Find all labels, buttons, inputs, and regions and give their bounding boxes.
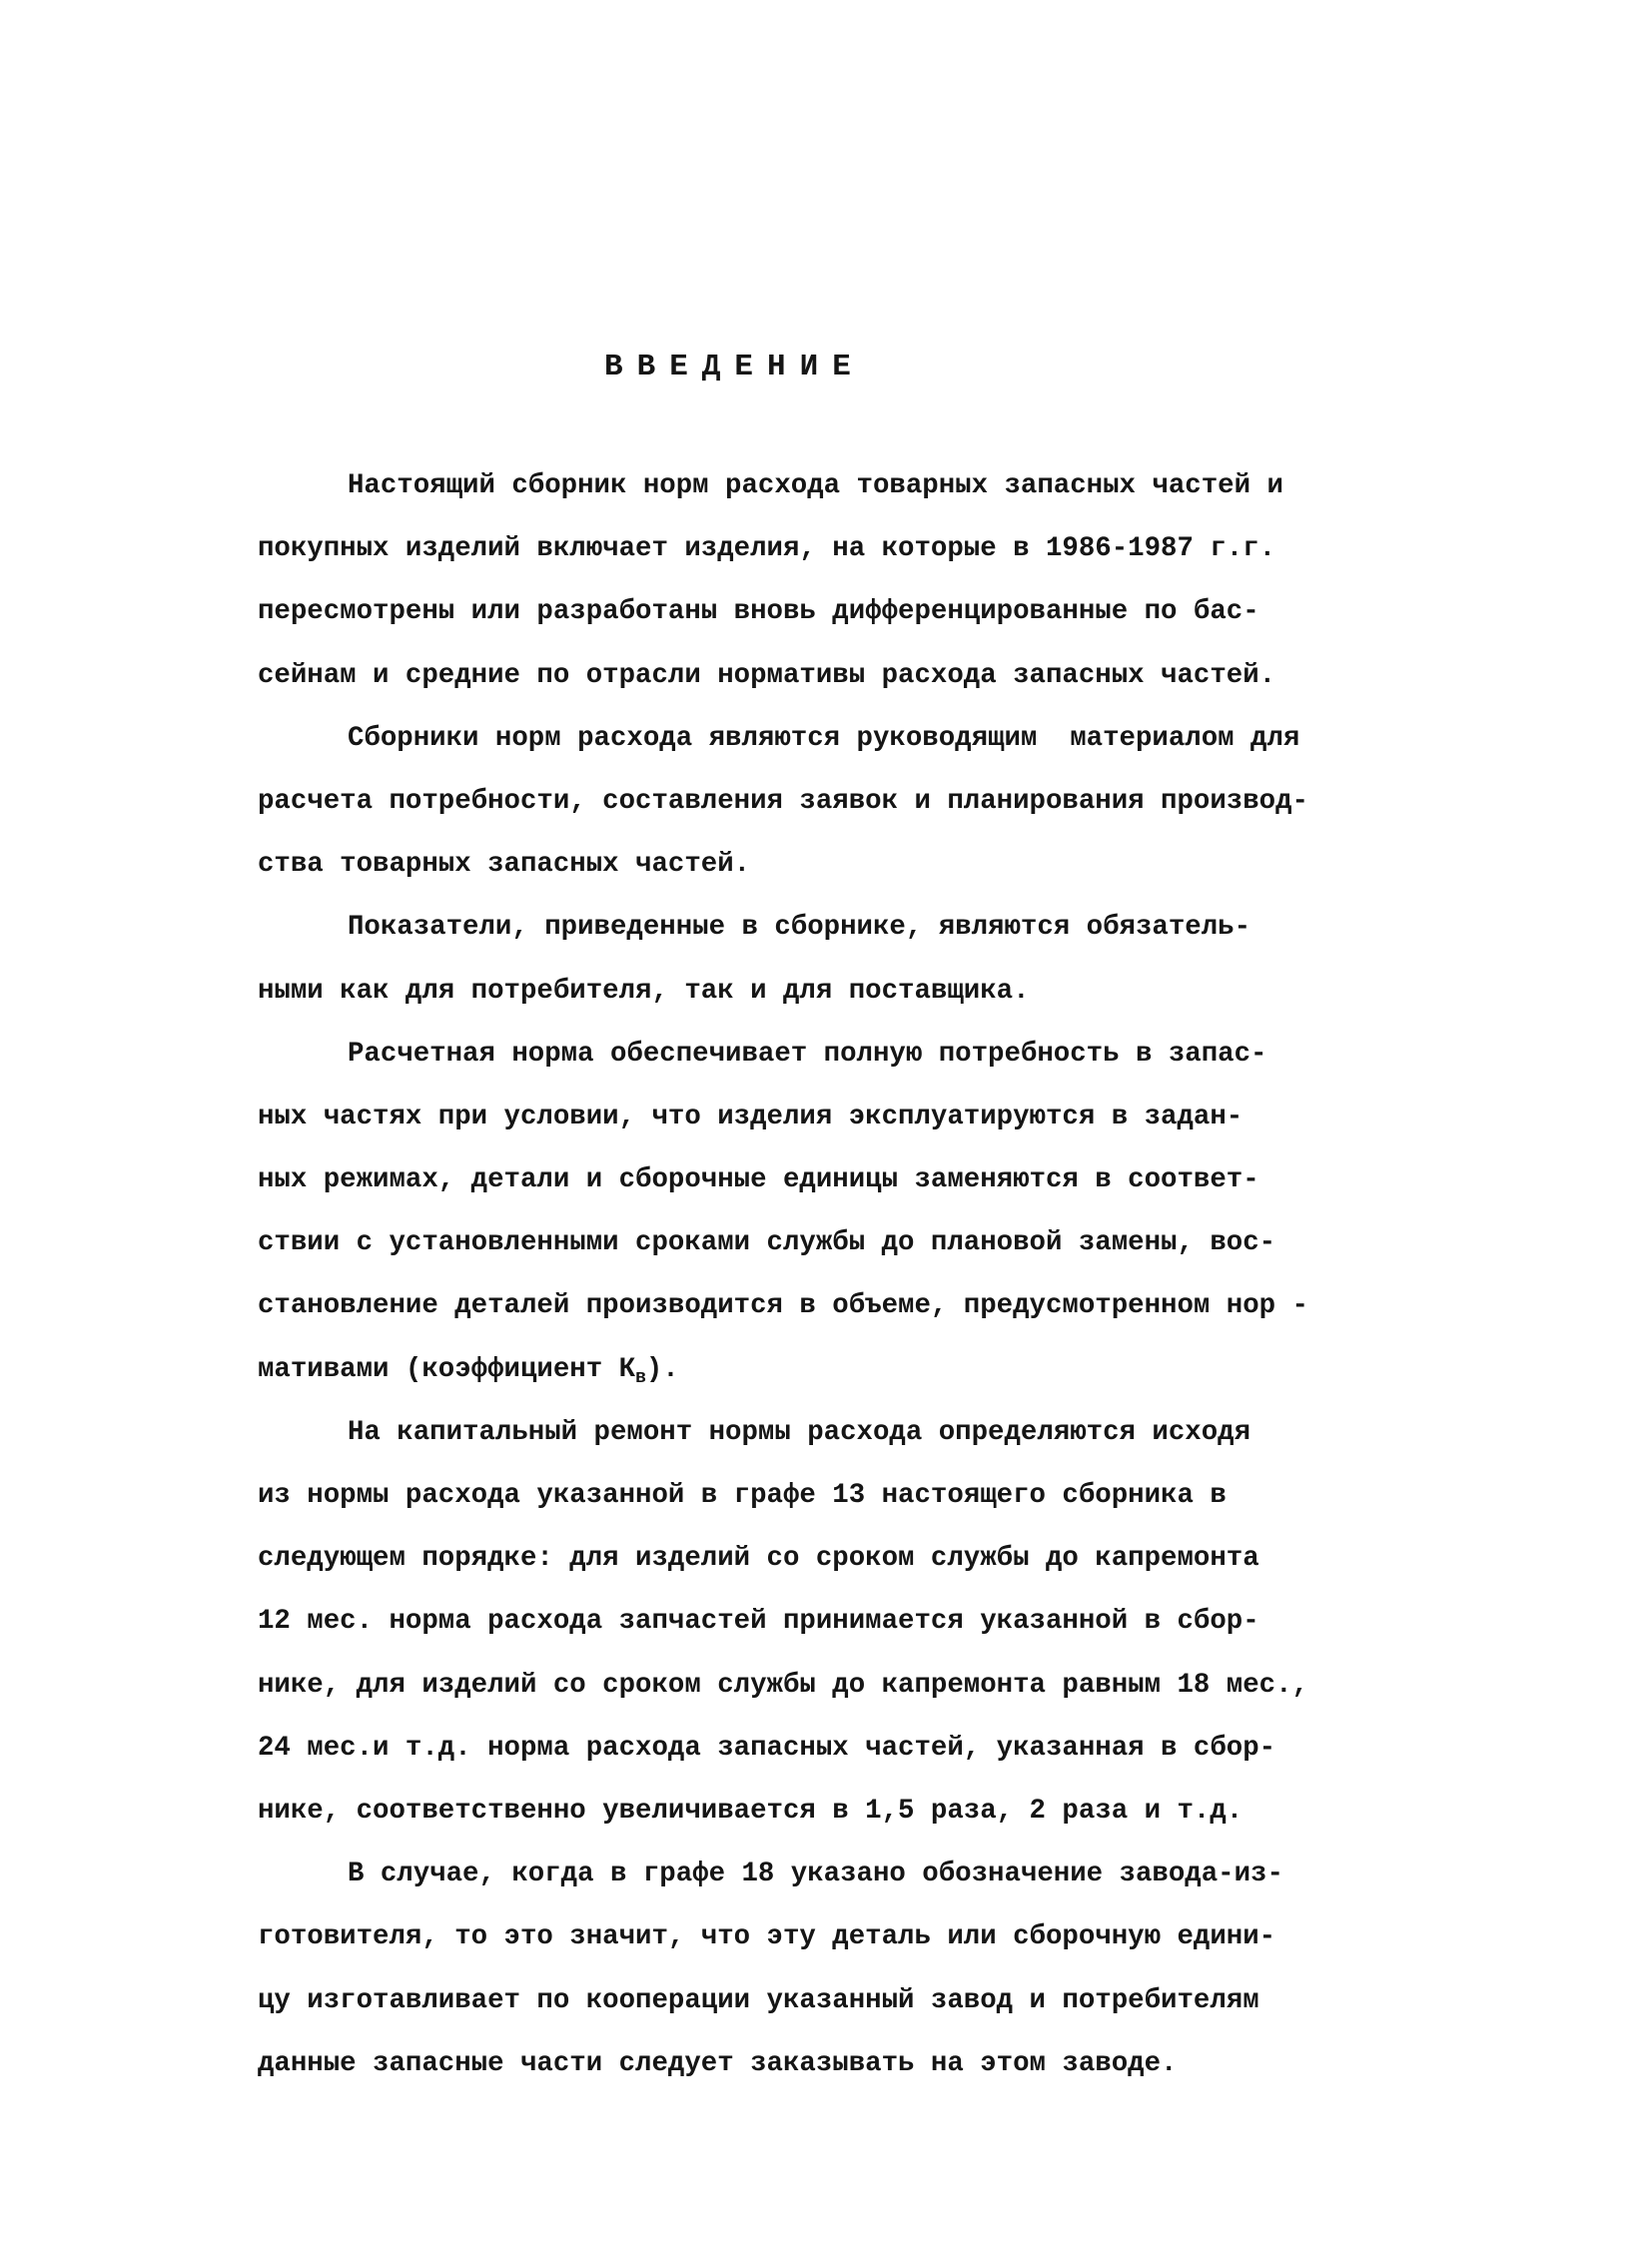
- line-text: Сборники норм расхода являются руководящим материалом для: [348, 722, 1300, 754]
- text-line: [258, 2032, 1456, 2095]
- line-text: сейнам и средние по отрасли нормативы расхода запасных частей.: [258, 659, 1276, 691]
- line-text: нике, соответственно увеличивается в 1,5 раза, 2 раза и т.д.: [258, 1795, 1243, 1827]
- paragraph-first-line: [258, 707, 1456, 770]
- text-line: [258, 1905, 1456, 1968]
- line-text: ными как для потребителя, так и для поставщика.: [258, 975, 1030, 1007]
- text-line: [258, 644, 1456, 707]
- line-text: мативами (коэффициент К: [258, 1353, 636, 1385]
- text-line: [258, 1780, 1456, 1843]
- text-line: [258, 1654, 1456, 1717]
- line-text: 12 мес. норма расхода запчастей принимается указанной в сбор-: [258, 1606, 1259, 1638]
- page-title: ВВЕДЕНИЕ: [604, 350, 865, 384]
- paragraph-first-line: [258, 1401, 1456, 1464]
- text-line: [258, 1527, 1456, 1590]
- text-line: [258, 1590, 1456, 1653]
- text-line: [258, 770, 1456, 833]
- line-text: готовителя, то это значит, что эту деталь или сборочную едини-: [258, 1921, 1276, 1953]
- line-text: 24 мес.и т.д. норма расхода запасных частей, указанная в сбор-: [258, 1732, 1276, 1764]
- text-line: [258, 833, 1456, 896]
- text-line: [258, 1338, 1456, 1401]
- line-text: данные запасные части следует заказывать на этом заводе.: [258, 2047, 1178, 2079]
- line-text: пересмотрены или разработаны вновь дифференцированные по бас-: [258, 596, 1259, 628]
- paragraph-first-line: [258, 1843, 1456, 1905]
- text-line: [258, 1211, 1456, 1274]
- text-line: [258, 1969, 1456, 2032]
- text-line: [258, 1274, 1456, 1337]
- text-line: [258, 580, 1456, 643]
- text-line: [258, 1717, 1456, 1780]
- text-line: [258, 517, 1456, 580]
- line-text: ных частях при условии, что изделия эксплуатируются в задан-: [258, 1101, 1243, 1132]
- line-text: Показатели, приведенные в сборнике, являются обязатель-: [348, 912, 1251, 944]
- line-text: ствии с установленными сроками службы до плановой замены, вос-: [258, 1227, 1276, 1259]
- text-line: [258, 1148, 1456, 1211]
- paragraph-first-line: [258, 454, 1456, 517]
- line-text: из нормы расхода указанной в графе 13 настоящего сборника в: [258, 1480, 1227, 1511]
- line-text: становление деталей производится в объеме, предусмотренном нор -: [258, 1290, 1308, 1322]
- line-text: В случае, когда в графе 18 указано обозначение завода-из-: [348, 1859, 1283, 1890]
- paragraph-first-line: [258, 1023, 1456, 1086]
- subscript: в: [635, 1367, 646, 1388]
- line-text: расчета потребности, составления заявок и планирования производ-: [258, 785, 1308, 817]
- text-line: [258, 960, 1456, 1023]
- text-line: [258, 1086, 1456, 1148]
- document-body: [258, 454, 1456, 2095]
- line-text: нике, для изделий со сроком службы до капремонта равным 18 мес.,: [258, 1669, 1308, 1701]
- line-text: Настоящий сборник норм расхода товарных запасных частей и: [348, 470, 1283, 501]
- line-text: цу изготавливает по кооперации указанный завод и потребителям: [258, 1984, 1259, 2016]
- line-text: Расчетная норма обеспечивает полную потребность в запас-: [348, 1038, 1267, 1070]
- text-line: [258, 1464, 1456, 1527]
- paragraph-first-line: [258, 896, 1456, 959]
- line-text: следующем порядке: для изделий со сроком службы до капремонта: [258, 1543, 1259, 1575]
- line-text: На капитальный ремонт нормы расхода определяются исходя: [348, 1416, 1251, 1448]
- line-text-after: ).: [645, 1353, 679, 1385]
- line-text: покупных изделий включает изделия, на которые в 1986-1987 г.г.: [258, 533, 1276, 565]
- line-text: ства товарных запасных частей.: [258, 849, 751, 881]
- line-text: ных режимах, детали и сборочные единицы заменяются в соответ-: [258, 1164, 1259, 1196]
